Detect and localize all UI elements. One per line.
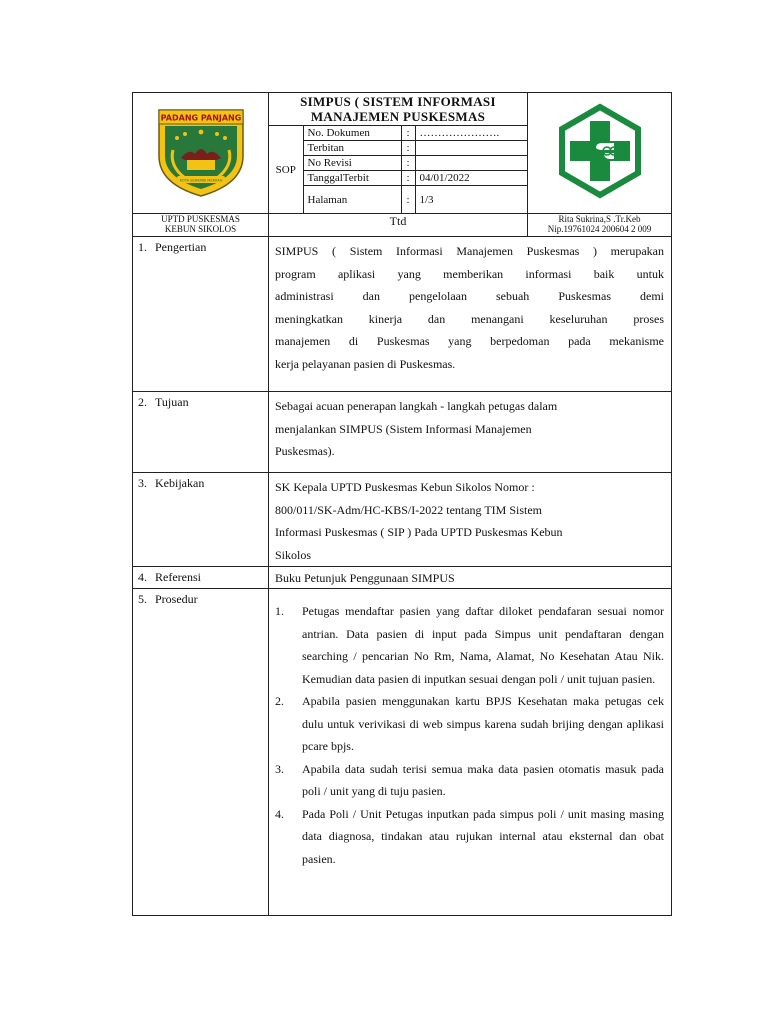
field-label-no-revisi: No Revisi bbox=[303, 156, 401, 171]
sop-document bbox=[132, 92, 671, 916]
field-value-tanggal-terbit: 04/01/2022 bbox=[415, 171, 527, 186]
sop-label: SOP bbox=[269, 126, 303, 214]
city-logo-cell bbox=[133, 93, 269, 214]
procedure-item: 2. Apabila pasien menggunakan kartu BPJS Kesehatan maka petugas cek dulu untuk verivikasi di web simpus karena sudah brijing dengan aplikasi pcare bpjs. bbox=[275, 694, 664, 753]
section-prosedur-list bbox=[269, 589, 672, 916]
section-label-tujuan: 2. Tujuan bbox=[133, 392, 269, 473]
field-value-halaman: 1/3 bbox=[415, 186, 527, 214]
section-label-pengertian: 1. Pengertian bbox=[133, 237, 269, 392]
field-value-no-revisi bbox=[415, 156, 527, 171]
signatory bbox=[528, 214, 672, 237]
section-label-referensi: 4. Referensi bbox=[133, 567, 269, 589]
puskesmas-logo-icon bbox=[552, 103, 648, 199]
title-block: SIMPUS ( SISTEM INFORMASI MANAJEMEN PUSKESMAS SOP No. Dokumen : …………………. Terbitan : No Revisi : TanggalTerbit : 04/01/2022 Halaman : 1/3 bbox=[269, 93, 528, 214]
puskesmas-logo-cell bbox=[528, 93, 672, 214]
field-label-no-dokumen: No. Dokumen bbox=[303, 126, 401, 141]
section-text-pengertian: SIMPUS ( Sistem Informasi Manajemen Puskesmas ) merupakan program aplikasi yang memberikan informasi baik untuk administrasi dan pengelolaan sebuah Puskesmas demi meningkatkan kinerja dan menangani keseluruhan proses manajemen di Puskesmas yang berpedoman pada mekanisme kerja pelayanan pasien di Puskesmas. bbox=[269, 237, 672, 392]
section-text-referensi: Buku Petunjuk Penggunaan SIMPUS bbox=[269, 567, 672, 589]
field-label-halaman: Halaman bbox=[303, 186, 401, 214]
svg-text:PADANG PANJANG: PADANG PANJANG bbox=[160, 113, 241, 122]
procedure-item: 3. Apabila data sudah terisi semua maka data pasien otomatis masuk pada poli / unit yang di tuju pasien. bbox=[275, 761, 664, 798]
signatory-name: Rita Sukrina,S .Tr.Keb bbox=[558, 214, 641, 224]
organization-name: UPTD PUSKESMAS KEBUN SIKOLOS bbox=[133, 214, 269, 237]
procedure-item: 1. Petugas mendaftar pasien yang daftar diloket pendafaran sesuai nomor antrian. Data pasien di input pada Simpus unit pendaftaran dengan searching / pencarian No Rm, Nama, Alamat, No Kesehatan Atau Nik. Kemudian data pasien di inputkan sesuai dengan poli / unit tujuan pasien. bbox=[275, 604, 664, 686]
signatory-nip: Nip.19761024 200604 2 009 bbox=[547, 224, 652, 234]
document-title: SIMPUS ( SISTEM INFORMASI MANAJEMEN PUSKESMAS bbox=[269, 93, 527, 126]
svg-text:KOTA SERAMBI MEKKAH: KOTA SERAMBI MEKKAH bbox=[179, 178, 222, 182]
field-value-no-dokumen: …………………. bbox=[415, 126, 527, 141]
section-text-kebijakan: SK Kepala UPTD Puskesmas Kebun Sikolos Nomor : 800/011/SK-Adm/HC-KBS/I-2022 tentang TIM Sistem Informasi Puskesmas ( SIP ) Pada UPTD Puskesmas Kebun Sikolos bbox=[269, 473, 672, 567]
padang-panjang-emblem-icon bbox=[155, 104, 247, 198]
field-label-tanggal-terbit: TanggalTerbit bbox=[303, 171, 401, 186]
field-value-terbitan bbox=[415, 141, 527, 156]
section-text-tujuan: Sebagai acuan penerapan langkah - langkah petugas dalam menjalankan SIMPUS (Sistem Informasi Manajemen Puskesmas). bbox=[269, 392, 672, 473]
section-label-kebijakan: 3. Kebijakan bbox=[133, 473, 269, 567]
signature-ttd: Ttd bbox=[269, 214, 528, 237]
field-label-terbitan: Terbitan bbox=[303, 141, 401, 156]
section-label-prosedur: 5. Prosedur bbox=[133, 589, 269, 916]
procedure-item: 4. Pada Poli / Unit Petugas inputkan pada simpus poli / unit masing masing data diagnosa, tindakan atau rujukan internal atau eksternal dan obat pasien. bbox=[275, 806, 664, 866]
